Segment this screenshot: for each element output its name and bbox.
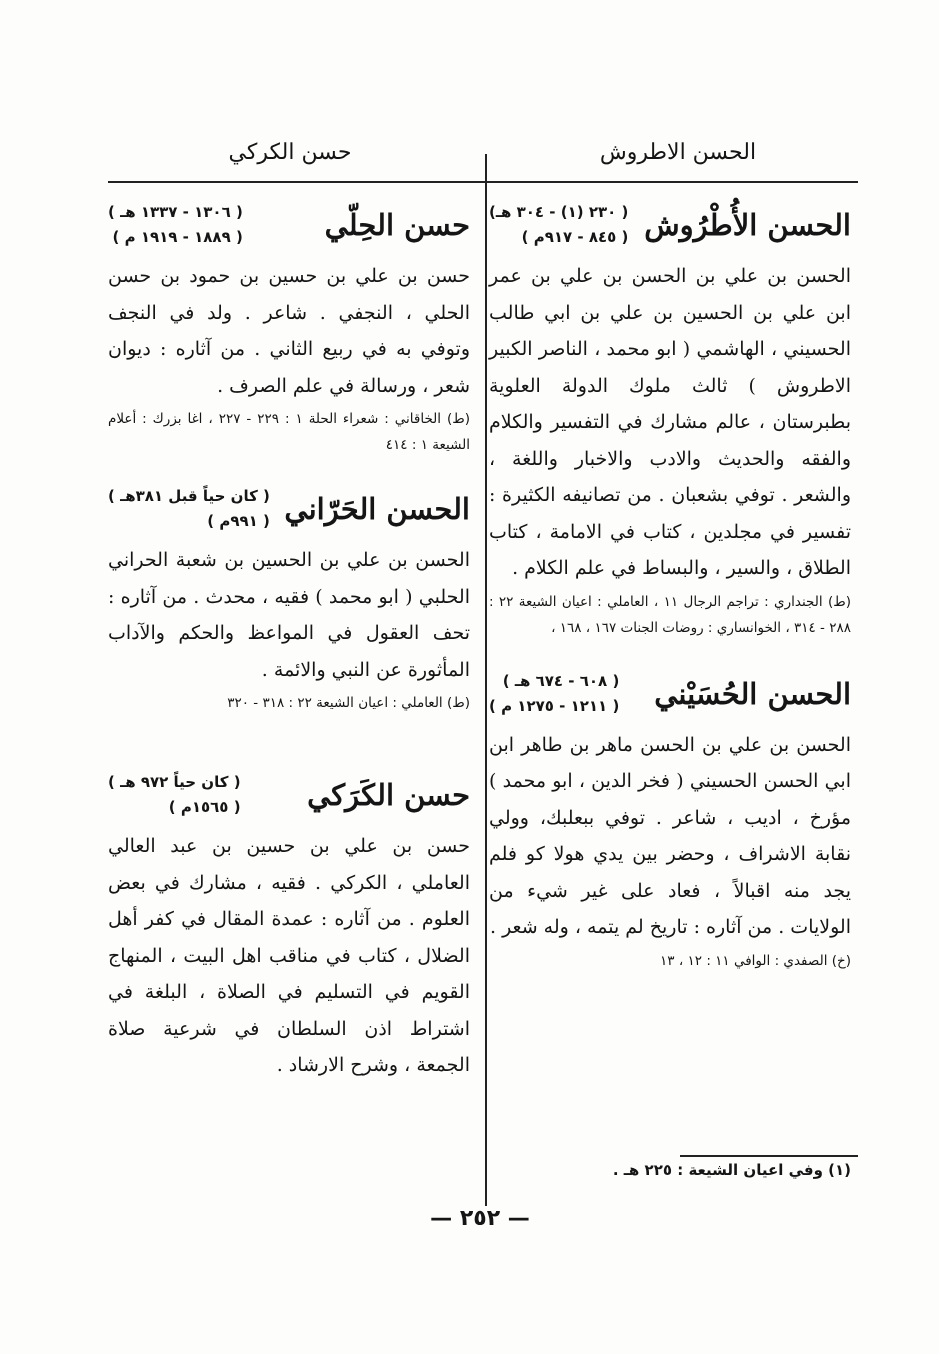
- entry-dates: [489, 200, 628, 250]
- entry-header: [108, 192, 470, 258]
- entry-dates: [108, 484, 270, 534]
- entry-sources: (ط) الخاقاني : شعراء الحلة ١ : ٢٢٩ - ٢٢٧ ، اغا بزرك : أعلام الشيعة ١ : ٤١٤: [108, 411, 470, 453]
- dates-gregorian: ( ٨٤٥ - ٩١٧م ): [521, 228, 629, 246]
- entry-al-hilli: [108, 192, 470, 458]
- entry-body: حسن بن علي بن حسين بن حمود بن حسن الحلي ، النجفي . شاعر . ولد في النجف وتوفي به في ربيع الثاني . من آثاره : ديوان شعر ، ورسالة في علم الصرف .: [108, 265, 470, 397]
- entry-al-utrush: [489, 192, 851, 641]
- entry-name: الحسن الأُطْرُوش: [644, 208, 851, 242]
- entry-name: حسن الكَرَكي: [307, 778, 470, 812]
- footnote-rule: [680, 1155, 858, 1157]
- header-rule: [108, 181, 858, 183]
- entry-sources: (ط) الجنداري : تراجم الرجال ١١ ، العاملي : اعيان الشيعة ٢٢ : ٢٨٨ - ٣١٤ ، الخوانساري : روضات الجنات ١٦٧ ، ١٦٨ ،: [489, 593, 852, 636]
- entry-name: حسن الحِلّي: [324, 208, 470, 242]
- dates-hijri: ( ٦٠٨ - ٦٧٤ هـ ): [502, 671, 620, 690]
- dates-hijri: ( ٢٣٠ (١) - ٣٠٤ هـ): [489, 203, 629, 221]
- entry-al-harrani: [108, 476, 470, 716]
- running-head-left: حسن الكركي: [228, 140, 352, 165]
- entry-dates: [108, 770, 241, 820]
- entry-header: [108, 476, 470, 542]
- dates-gregorian: ( ١٢١١ - ١٢٧٥ م ): [489, 696, 620, 715]
- entry-header: [489, 192, 851, 258]
- dates-gregorian: ( ١٨٨٩ - ١٩١٩ م ): [112, 228, 243, 246]
- footnote: (١) وفي اعيان الشيعة : ٢٢٥ هـ .: [612, 1161, 851, 1179]
- entry-body: الحسن بن علي بن الحسين بن شعبة الحراني الحلبي ( ابو محمد ) فقيه ، محدث . من آثاره : تحف العقول في المواعظ والحكم والآداب المأثورة عن النبي والائمة .: [108, 549, 470, 681]
- dates-hijri: ( ١٣٠٦ - ١٣٣٧ هـ ): [108, 203, 243, 221]
- column-divider: [485, 154, 487, 1206]
- page-number: — ٢٥٢ —: [430, 1206, 530, 1231]
- entry-header: [108, 762, 470, 828]
- entry-dates: [489, 669, 619, 719]
- entry-al-karaki: [108, 762, 470, 1084]
- entry-header: [489, 661, 851, 727]
- running-head-right: الحسن الاطروش: [599, 140, 757, 165]
- dates-gregorian: ( ٩٩١م ): [207, 512, 270, 530]
- entry-body: الحسن بن علي بن الحسن بن علي بن عمر ابن علي بن الحسين بن علي بن ابي طالب الحسيني ، الهاشمي ( ابو محمد ، الناصر الكبير الاطروش ) ثالث ملوك الدولة العلوية بطبرستان ، عالم مشارك في التفسير والكلام والفقه والحديث والادب والاخبار واللغة ، والشعر . توفي بشعبان . من تصانيفه الكثيرة : تفسير في مجلدين ، كتاب في الامامة ، كتاب الطلاق ، والسير ، والبساط في علم الكلام .: [489, 265, 851, 579]
- entry-sources: (خ) الصفدي : الوافي ١١ : ١٢ ، ١٣: [660, 952, 851, 969]
- entry-body: حسن بن علي بن حسين بن عبد العالي العاملي ، الكركي . فقيه ، مشارك في بعض العلوم . من آثاره : عمدة المقال في كفر أهل الضلال ، كتاب في مناقب اهل البيت ، المنهاج القويم في التسليم في الصلاة ، البلغة في اشتراط اذن السلطان في شرعية صلاة الجمعة ، وشرح الارشاد .: [108, 835, 470, 1076]
- dates-gregorian: ( ١٥٦٥م ): [168, 798, 241, 816]
- dates-hijri: ( كان حياً قبل ٣٨١هـ ): [108, 487, 270, 505]
- dates-hijri: ( كان حياً ٩٧٢ هـ ): [108, 773, 241, 791]
- entry-body: الحسن بن علي بن الحسن ماهر بن طاهر ابن ابي الحسن الحسيني ( فخر الدين ، ابو محمد ) مؤرخ ، اديب ، شاعر . توفي ببعلبك، وولي نقابة الاشراف ، وحضر بين يدي هولا كو فلم يجد منه اقبالاً ، فعاد على غير شيء من الولايات . من آثاره : تاريخ لم يتمه ، وله شعر .: [489, 733, 851, 938]
- right-column: [489, 192, 851, 974]
- left-column: [108, 192, 470, 1084]
- entry-al-husayni: [489, 661, 851, 974]
- entry-name: الحسن الحُسَيْني: [654, 676, 851, 711]
- entry-name: الحسن الحَرّاني: [284, 492, 470, 526]
- entry-dates: [108, 200, 243, 250]
- entry-sources: (ط) العاملي : اعيان الشيعة ٢٢ : ٣١٨ - ٣٢٠: [227, 695, 470, 711]
